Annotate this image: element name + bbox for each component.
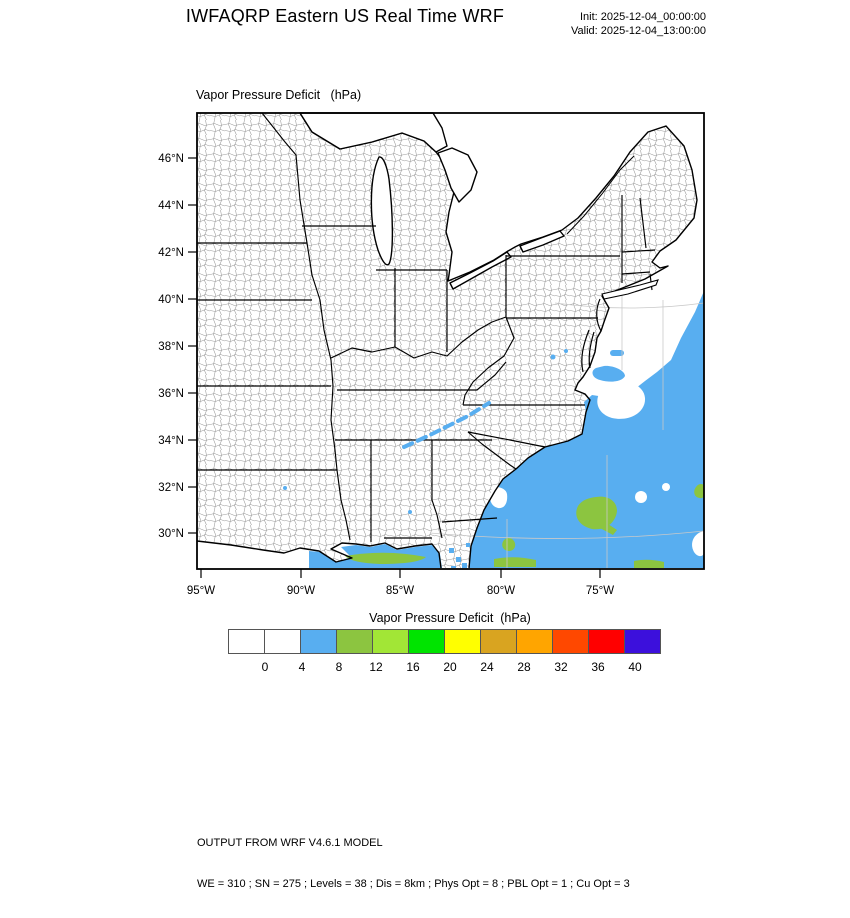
colorbar-tick-label: 0 (261, 660, 269, 674)
valid-time: Valid: 2025-12-04_13:00:00 (571, 25, 706, 37)
colorbar-tick-label: 4 (298, 660, 306, 674)
lon-tick-label: 85°W (385, 585, 415, 597)
latitude-axis (158, 153, 197, 540)
colorbar-tick-label: 20 (443, 660, 457, 674)
lat-tick-label: 44°N (158, 200, 184, 212)
lat-tick-label: 40°N (158, 294, 184, 306)
colorbar-cell (264, 629, 301, 654)
colorbar-cell (624, 629, 661, 654)
footer-line1: OUTPUT FROM WRF V4.6.1 MODEL (197, 837, 383, 849)
lat-tick-label: 34°N (158, 435, 184, 447)
page-title: IWFAQRP Eastern US Real Time WRF (185, 6, 505, 26)
lat-tick-label: 36°N (158, 388, 184, 400)
longitude-axis (187, 569, 614, 597)
colorbar-cell (408, 629, 445, 654)
colorbar-tick-label: 36 (591, 660, 605, 674)
init-time: Init: 2025-12-04_00:00:00 (580, 11, 706, 23)
lat-tick-label: 46°N (158, 153, 184, 165)
map-field-label: Vapor Pressure Deficit (hPa) (196, 88, 362, 102)
colorbar-tick-label: 12 (369, 660, 383, 674)
lat-tick-label: 42°N (158, 247, 184, 259)
colorbar-title: Vapor Pressure Deficit (hPa) (369, 611, 531, 625)
colorbar-cell (372, 629, 409, 654)
colorbar-tick-label: 32 (554, 660, 568, 674)
lat-tick-label: 32°N (158, 482, 184, 494)
colorbar (228, 629, 672, 656)
model-footer (197, 810, 630, 918)
colorbar-cell (516, 629, 553, 654)
colorbar-tick-label: 8 (335, 660, 343, 674)
colorbar-cell (588, 629, 625, 654)
colorbar-tick-label: 28 (517, 660, 531, 674)
lat-tick-label: 38°N (158, 341, 184, 353)
lon-tick-label: 80°W (486, 585, 516, 597)
lon-tick-label: 95°W (186, 585, 216, 597)
colorbar-cell (480, 629, 517, 654)
colorbar-cell (228, 629, 265, 654)
colorbar-cell (552, 629, 589, 654)
colorbar-cell (444, 629, 481, 654)
colorbar-tick-label: 24 (480, 660, 494, 674)
lat-tick-label: 30°N (158, 528, 184, 540)
colorbar-cell (300, 629, 337, 654)
colorbar-cell (336, 629, 373, 654)
colorbar-tick-label: 40 (628, 660, 642, 674)
footer-line2: WE = 310 ; SN = 275 ; Levels = 38 ; Dis = 8km ; Phys Opt = 8 ; PBL Opt = 1 ; Cu Opt = 3 (197, 877, 630, 890)
colorbar-tick-labels (228, 660, 688, 676)
colorbar-tick-label: 16 (406, 660, 420, 674)
wrf-map (140, 100, 720, 610)
lon-tick-label: 75°W (585, 585, 615, 597)
lon-tick-label: 90°W (286, 585, 316, 597)
run-info (430, 10, 706, 38)
